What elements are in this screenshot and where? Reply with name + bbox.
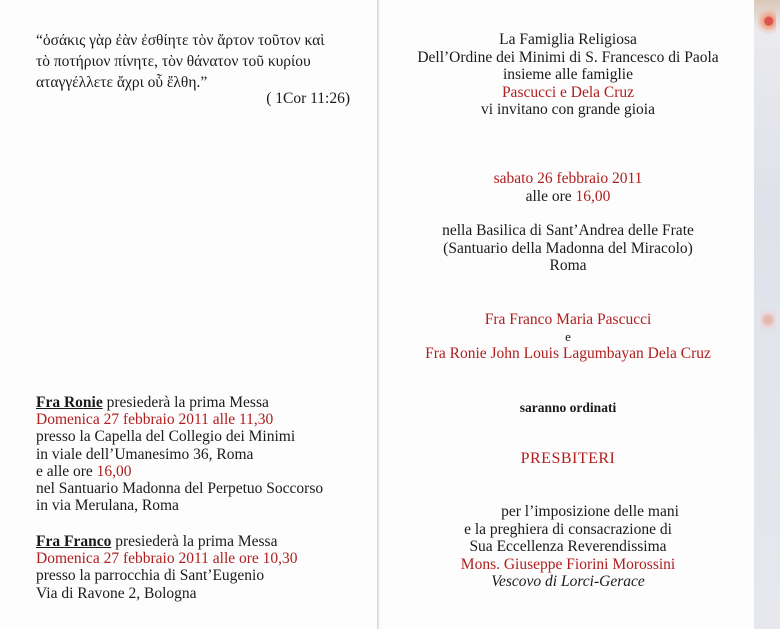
ceremony-time: 16,00: [575, 187, 611, 205]
bishop-title: Vescovo di Lorci-Gerace: [491, 573, 645, 590]
franco-line-4: Via di Ravone 2, Bologna: [36, 584, 197, 602]
header-line-1: La Famiglia Religiosa: [499, 31, 637, 48]
place-line-1: nella Basilica di Sant’Andrea delle Frate: [442, 222, 694, 239]
ceremony-time-prefix: alle ore: [525, 187, 576, 205]
quote-line-2: τὸ ποτήριον πίνητε, τὸν θάνατον τοῦ κυρίου: [36, 53, 311, 70]
scripture-quote: [36, 30, 356, 93]
ronie-line-6: nel Santuario Madonna del Perpetuo Soccorso: [36, 480, 324, 498]
flower-decoration: [758, 4, 776, 42]
presbiteri-title: PRESBITERI: [520, 450, 616, 467]
ronie-date: Domenica 27 febbraio 2011 alle 11,30: [36, 411, 274, 429]
header-line-2: Dell’Ordine dei Minimi di S. Francesco di Paola: [417, 48, 719, 66]
ronie-text: presiederà la prima Messa: [102, 394, 269, 411]
place-line-2: (Santuario della Madonna del Miracolo): [443, 239, 693, 257]
first-mass-ronie: [36, 394, 366, 514]
candidates-and: e: [565, 329, 571, 344]
header-line-3: insieme alle famiglie: [503, 66, 633, 83]
name-franco: Fra Franco: [36, 533, 112, 550]
ceremony-day: sabato 26 febbraio 2011: [493, 170, 643, 187]
ceremony-date: [398, 170, 738, 205]
first-mass-franco: [36, 533, 366, 602]
closing-line-2: e la preghiera di consacrazione di: [464, 520, 672, 538]
candidate-franco: Fra Franco Maria Pascucci: [484, 311, 652, 328]
franco-date: Domenica 27 febbraio 2011 alle ore 10,30: [36, 550, 298, 568]
page-fold: [377, 0, 380, 629]
candidates: [398, 311, 738, 362]
scripture-reference: ( 1Cor 11:26): [266, 90, 350, 107]
closing-line-3: Sua Eccellenza Reverendissima: [469, 538, 667, 555]
flower-decoration-lower: [760, 300, 776, 340]
families: Pascucci e Dela Cruz: [501, 83, 635, 101]
place-line-3: Roma: [549, 257, 587, 274]
candidate-ronie: Fra Ronie John Louis Lagumbayan Dela Cruz: [425, 345, 711, 362]
ceremony-place: [398, 222, 738, 275]
ronie-second-time: 16,00: [96, 462, 132, 480]
ronie-line-5-prefix: e alle ore: [36, 462, 97, 480]
ronie-line-7: in via Merulana, Roma: [36, 497, 179, 515]
bishop-name: Mons. Giuseppe Fiorini Morossini: [460, 555, 676, 573]
quote-line-1: “ὁσάκις γὰρ ἐὰν ἐσθίητε τὸν ἄρτον τοῦτον καὶ: [36, 32, 325, 49]
franco-line-3: presso la parrocchia di Sant’Eugenio: [36, 567, 265, 585]
quote-line-3: αταγγέλλετε ἄχρι οὗ ἔλθη.”: [36, 74, 208, 91]
franco-text: presiederà la prima Messa: [111, 533, 278, 550]
name-ronie: Fra Ronie: [36, 394, 103, 411]
closing-line-1: per l’imposizione delle mani: [501, 503, 679, 520]
ordained-text: saranno ordinati: [519, 400, 617, 415]
ronie-line-4: in viale dell’Umanesimo 36, Roma: [36, 445, 254, 463]
header-line-5: vi invitano con grande gioia: [481, 101, 655, 118]
invitation-header: [398, 31, 738, 119]
ronie-line-3: presso la Capella del Collegio dei Minimi: [36, 428, 296, 446]
closing-text: [398, 503, 738, 591]
